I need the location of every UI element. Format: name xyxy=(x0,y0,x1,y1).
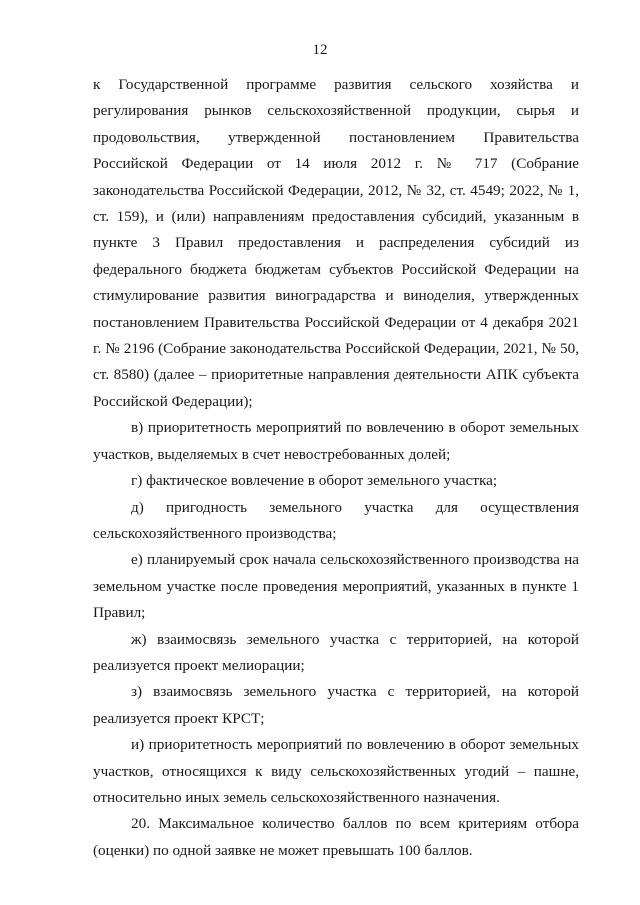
paragraph-item-g: г) фактическое вовлечение в оборот земельного участка; xyxy=(131,472,498,490)
paragraph-continuation: к Государственной программе развития сельского хозяйства и регулирования рынков сельскохозяйственной продукции, сырья и продовольствия, утвержденной постановлением Правительства Российской Федерации от 14 июля 2012 г. № 717 (Собрание законодательства Российской Федерации, 2012, № 32, ст. 4549; 2022, № 1, ст. 159), и (или) направлениям предоставления субсидий, указанным в пункте 3 Правил предоставления и распределения субсидий из федерального бюджета бюджетам субъектов Российской Федерации на стимулирование развития виноградарства и виноделия, утвержденных постановлением Правительства Российской Федерации от 4 декабря 2021 г. № 2196 (Собрание законодательства Российской Федерации, 2021, № 50, ст. 8580) (далее – приоритетные направления деятельности АПК субъекта Российской Федерации); xyxy=(93,76,579,410)
paragraph-item-z: з) взаимосвязь земельного участка с территорией, на которой реализуется проект КРСТ; xyxy=(93,683,579,727)
paragraph-item-d: д) пригодность земельного участка для осуществления сельскохозяйственного производства; xyxy=(93,498,579,542)
page-number: 12 xyxy=(312,42,328,58)
document-body xyxy=(93,72,579,864)
paragraph-item-zh: ж) взаимосвязь земельного участка с территорией, на которой реализуется проект мелиорации; xyxy=(93,630,579,674)
paragraph-clause-20: 20. Максимальное количество баллов по всем критериям отбора (оценки) по одной заявке не может превышать 100 баллов. xyxy=(93,815,579,859)
paragraph-item-e: е) планируемый срок начала сельскохозяйственного производства на земельном участке после проведения мероприятий, указанных в пункте 1 Правил; xyxy=(93,551,579,622)
paragraph-item-i: и) приоритетность мероприятий по вовлечению в оборот земельных участков, относящихся к виду сельскохозяйственных угодий – пашне, относительно иных земель сельскохозяйственного назначения. xyxy=(93,736,579,806)
paragraph-item-v: в) приоритетность мероприятий по вовлечению в оборот земельных участков, выделяемых в счет невостребованных долей; xyxy=(93,419,579,463)
